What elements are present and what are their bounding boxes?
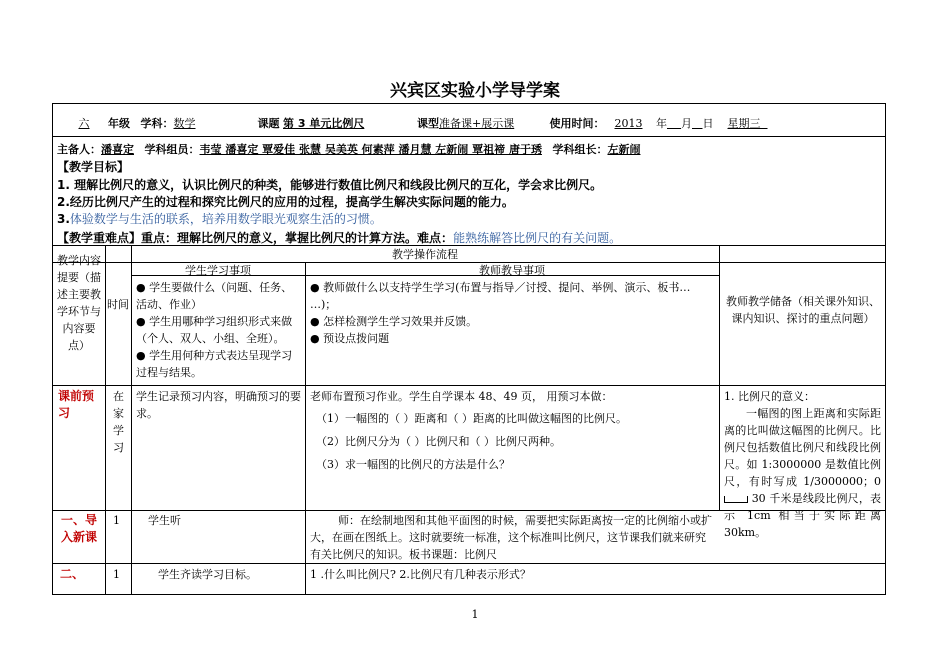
- page-title: 兴宾区实验小学导学案: [390, 81, 560, 101]
- reserve-header: 教师教学储备（相关课外知识、课内知识、探讨的重点问题）: [726, 295, 880, 325]
- teacher-two: 1 .什么叫比例尺? 2.比例尺有几种表示形式？: [310, 568, 531, 581]
- teacher-intro: 老师布置预习作业。学生自学课本 48、49 页， 用预习本做：: [310, 390, 613, 403]
- divider: [52, 136, 886, 137]
- time-header: 时间: [107, 298, 129, 311]
- group-members: 韦莹 潘喜定 覃爱佳 张慧 吴美英 何素萍 潘月慧 左新闹 覃祖禘 唐于琇: [199, 143, 542, 156]
- subject-label: 学科：: [140, 117, 174, 130]
- list-item: ● 预设点拨问题: [310, 332, 390, 345]
- divider: [52, 563, 886, 564]
- section-two: 二、: [60, 567, 85, 581]
- student-preview: 学生记录预习内容，明确预习的要求。: [136, 390, 301, 420]
- teacher-preview: [310, 388, 715, 473]
- list-item: ● 教师做什么以支持学生学习(布置与指导／讨授、提问、举例、演示、板书… …)；: [310, 281, 691, 311]
- list-item: ● 怎样检测学生学习效果并反馈。: [310, 315, 478, 328]
- type-value: 准备课+展示课: [439, 117, 515, 130]
- divider: [719, 245, 720, 510]
- student-two: 学生齐读学习目标。: [158, 568, 257, 581]
- section-preview: 课前预习: [58, 389, 95, 420]
- topic-value: 第 3 单元比例尺: [283, 117, 365, 130]
- objectives-heading: 【教学目标】: [57, 160, 130, 174]
- year-value: 2013: [614, 117, 643, 130]
- section-intro: 一、导入新课: [60, 513, 97, 544]
- prep-label: 主备人：: [57, 143, 101, 156]
- teacher-items-title: 教师教导事项: [479, 264, 545, 277]
- key-text: 理解比例尺的意义，掌握比例尺的计算方法。: [177, 231, 418, 245]
- divider: [105, 245, 106, 595]
- teacher-items-list: [310, 279, 715, 347]
- time-two: 1: [113, 568, 120, 581]
- teacher-question: （3）求一幅图的比例尺的方法是什么？: [316, 458, 510, 471]
- objective-1: 1. 理解比例尺的意义，认识比例尺的种类，能够进行数值比例尺和线段比例尺的互化，学会求比例尺。: [57, 178, 603, 192]
- topic-label: 课题: [257, 117, 280, 130]
- objective-3-text: 体验数学与生活的联系，培养用数学眼光观察生活的习惯。: [69, 212, 382, 226]
- page-number: 1: [471, 608, 479, 621]
- day-unit: 日: [702, 117, 714, 130]
- reserve-title: 1. 比例尺的意义：: [724, 390, 815, 403]
- year-unit: 年: [656, 117, 667, 130]
- list-item: ● 学生用何种方式表达呈现学习过程与结果。: [136, 349, 293, 379]
- key-label: 重点：: [141, 231, 178, 245]
- time-label: 使用时间：: [549, 117, 605, 130]
- teacher-question: （1）一幅图的（ ）距离和（ ）距离的比叫做这幅图的比例尺。: [316, 412, 627, 425]
- reserve-preview: [724, 388, 881, 541]
- teacher-intro-text: 师：在绘制地图和其他平面图的时候，需要把实际距离按一定的比例缩小或扩大，在画在图纸上。这时就要统一标准，这个标准叫比例尺，这节课我们就来研究有关比例尺的知识。板书课题：比例尺: [310, 514, 712, 561]
- weekday-value: 星期三: [727, 117, 761, 130]
- divider: [52, 385, 886, 386]
- month-unit: 月: [681, 117, 692, 130]
- content-summary-header: 教学内容提要（描述主要教学环节与内容要点）: [57, 254, 101, 352]
- reserve-text: 一幅图的图上距离和实际距离的比叫做这幅图的比例尺。比例尺包括数值比例尺和线段比例尺。如 1:3000000 是数值比例尺，有时写成 1/3000000；0 30 千米是线段比例尺，表示 1cm 相当于实际距离 30km。: [724, 407, 881, 539]
- divider: [131, 245, 132, 595]
- staff-row: [57, 141, 679, 157]
- objective-3-number: 3.: [57, 212, 70, 226]
- grade-value: 六: [78, 117, 90, 130]
- teacher-question: （2）比例尺分为（ ）比例尺和（ ）比例尺两种。: [316, 435, 561, 448]
- time-intro: 1: [113, 514, 120, 527]
- time-preview: 在家学习: [113, 390, 124, 454]
- process-header: 教学操作流程: [392, 248, 458, 261]
- divider: [305, 262, 306, 595]
- line-scale-icon: [724, 496, 748, 503]
- list-item: ● 学生用哪种学习组织形式来做（个人、双人、小组、全班）。: [136, 315, 293, 345]
- student-items-title: 学生学习事项: [185, 264, 251, 277]
- leader-value: 左新闹: [607, 143, 641, 156]
- list-item: ● 学生要做什么（问题、任务、活动、作业）: [136, 281, 293, 311]
- objective-2: 2.经历比例尺产生的过程和探究比例尺的应用的过程，提高学生解决实际问题的能力。: [57, 195, 514, 209]
- leader-label: 学科组长：: [552, 143, 608, 156]
- keypoints-row: [57, 229, 621, 246]
- group-label: 学科组员：: [144, 143, 200, 156]
- prep-person: 潘喜定: [101, 143, 134, 156]
- student-items-list: [136, 279, 302, 381]
- keypoints-heading: 【教学重难点】: [57, 231, 142, 245]
- difficulty-text: 能熟练解答比例尺的有关问题。: [453, 231, 622, 245]
- difficulty-label: 难点：: [417, 231, 454, 245]
- grade-label: 年级: [108, 117, 130, 130]
- header-info-row: [60, 115, 768, 131]
- subject-value: 数学: [173, 117, 196, 130]
- student-intro: 学生听: [148, 514, 181, 527]
- type-label: 课型: [417, 117, 439, 130]
- objective-3: [57, 210, 382, 227]
